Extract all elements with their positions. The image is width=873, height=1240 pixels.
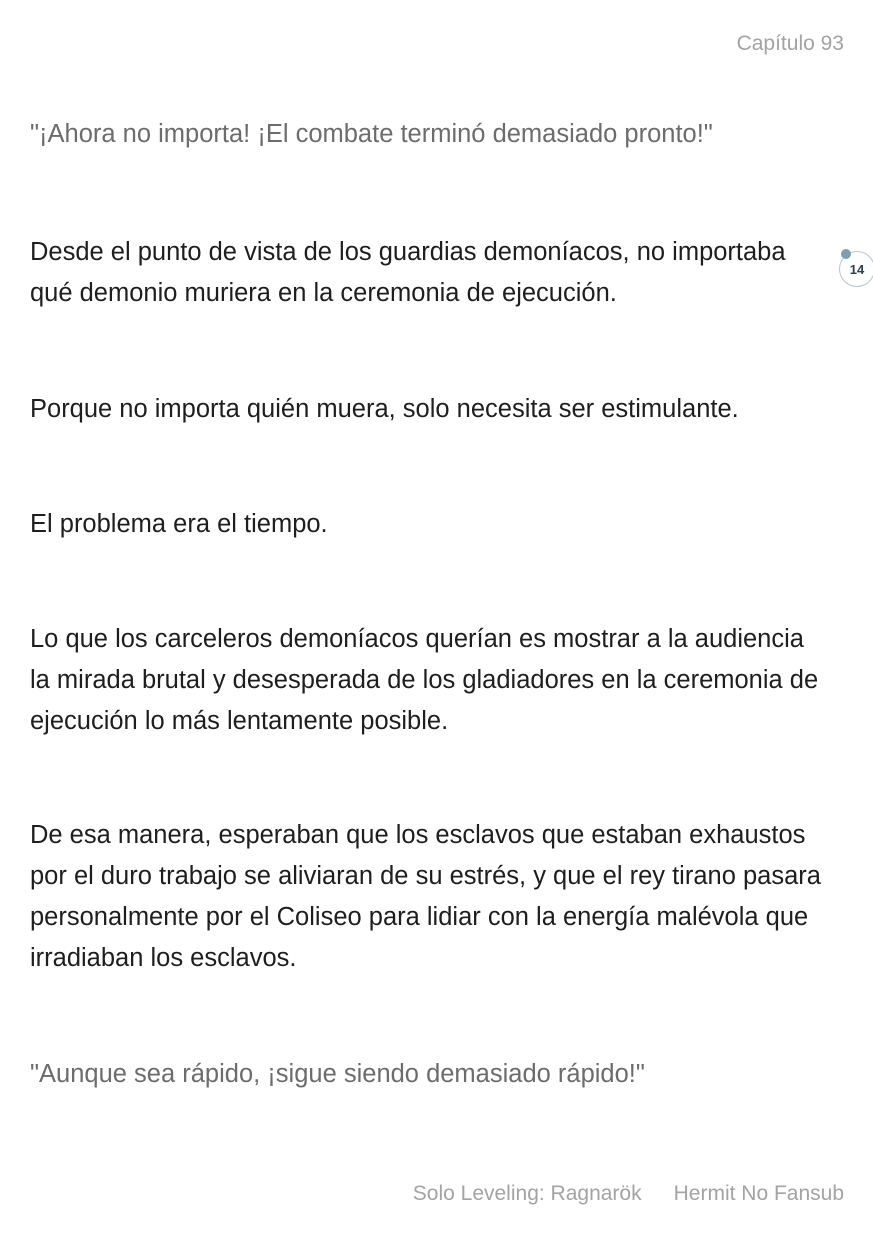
- translator-credit: Hermit No Fansub: [673, 1182, 844, 1205]
- narration-paragraph: De esa manera, esperaban que los esclavos que estaban exhaustos por el duro trabajo se aliviaran de su estrés, y que el rey tirano pasara personalmente por el Coliseo para lidiar con la energía malévola que irradiaban los esclavos.: [30, 821, 821, 972]
- dialogue-paragraph: "Aunque sea rápido, ¡sigue siendo demasiado rápido!": [30, 1060, 645, 1088]
- footer: [413, 1182, 844, 1206]
- dialogue-paragraph: "¡Ahora no importa! ¡El combate terminó demasiado pronto!": [30, 120, 713, 148]
- narration-paragraph: Desde el punto de vista de los guardias demoníacos, no importaba qué demonio muriera en la ceremonia de ejecución.: [30, 238, 786, 307]
- chapter-header: Capítulo 93: [736, 32, 844, 55]
- novel-title: Solo Leveling: Ragnarök: [412, 1182, 642, 1205]
- badge-dot-icon: [841, 249, 851, 259]
- comment-count-badge[interactable]: 14: [839, 251, 873, 287]
- narration-paragraph: Porque no importa quién muera, solo necesita ser estimulante.: [30, 395, 739, 423]
- narration-paragraph: El problema era el tiempo.: [30, 510, 328, 538]
- narration-paragraph: Lo que los carceleros demoníacos querían es mostrar a la audiencia la mirada brutal y desesperada de los gladiadores en la ceremonia de ejecución lo más lentamente posible.: [30, 625, 819, 735]
